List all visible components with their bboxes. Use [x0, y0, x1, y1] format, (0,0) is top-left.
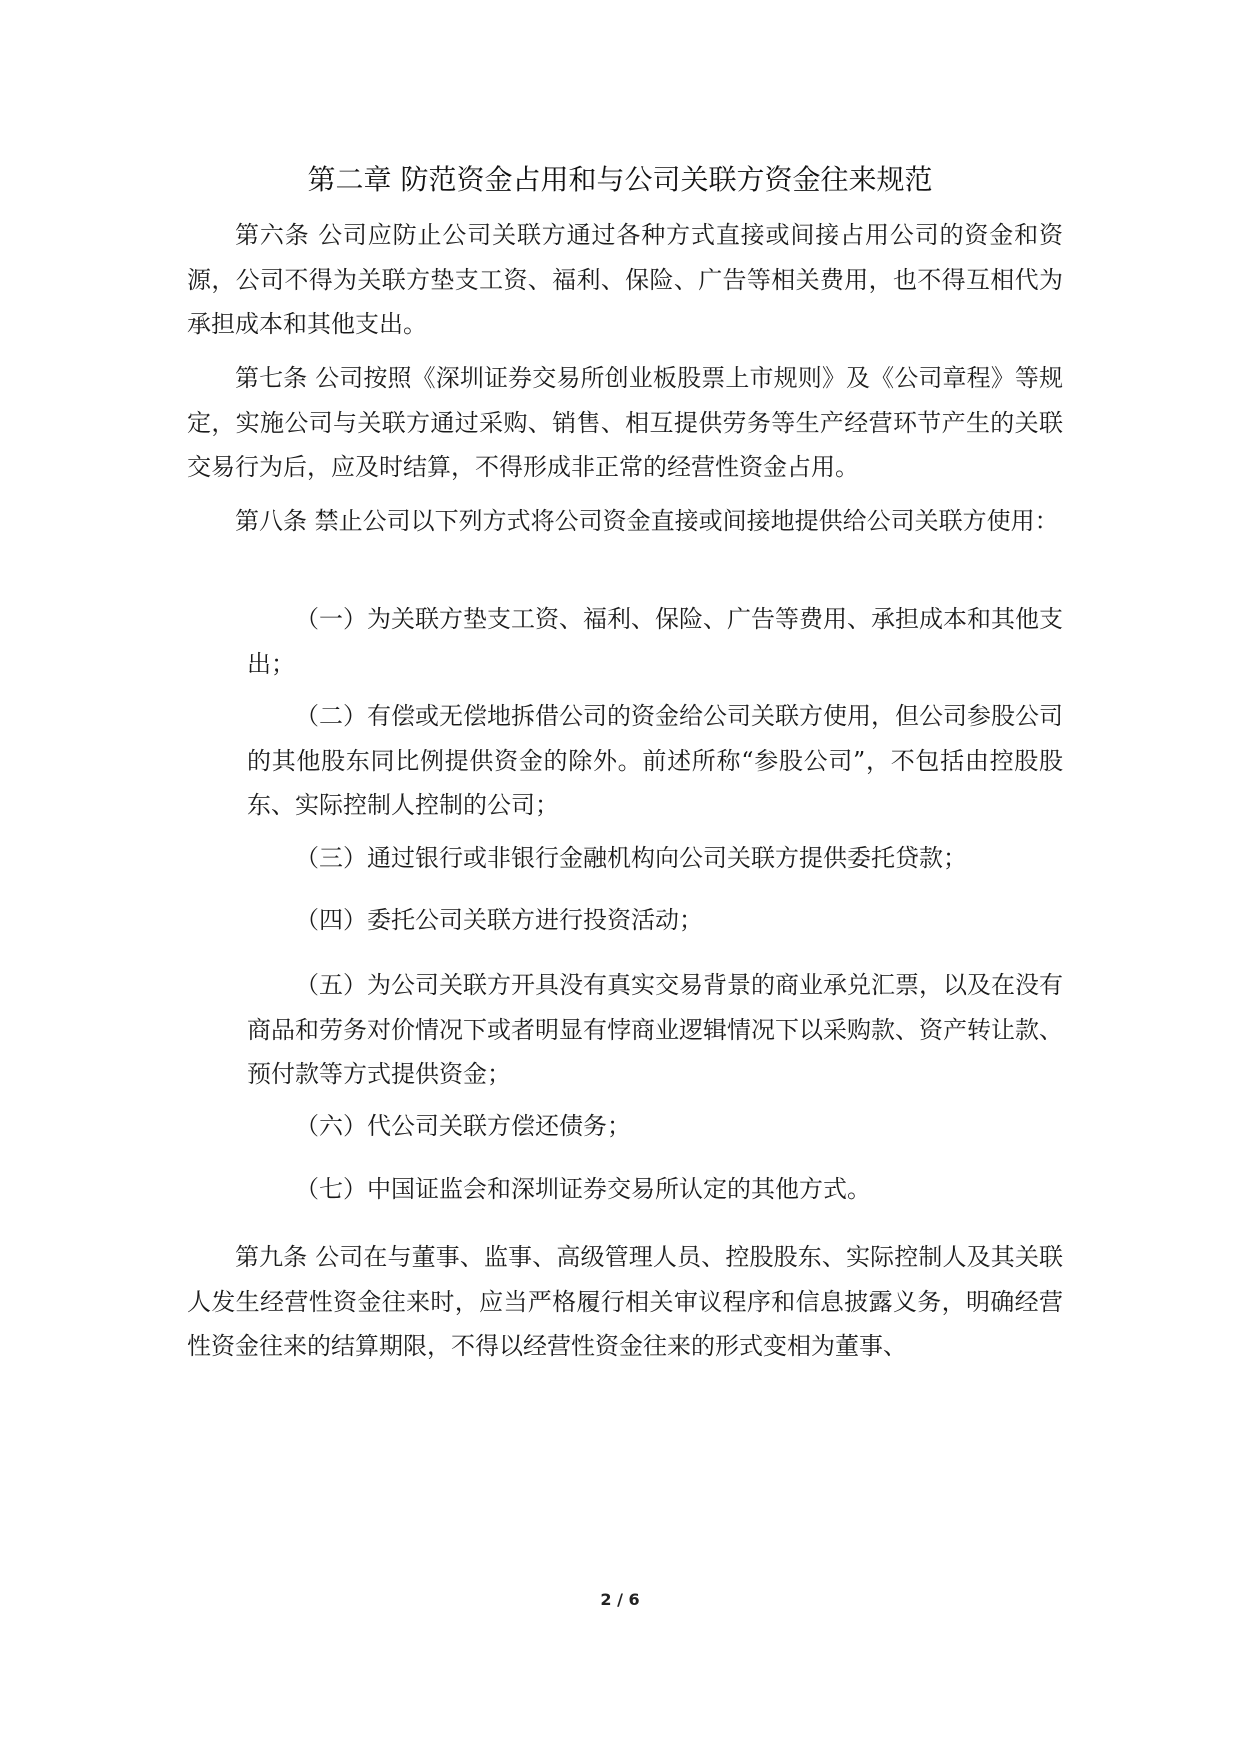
list-item-6: （六）代公司关联方偿还债务； [295, 1112, 631, 1140]
list-item-2: （二）有偿或无偿地拆借公司的资金给公司关联方使用，但公司参股公司的其他股东同比例提供资金的除外。前述所称“参股公司”，不包括由控股股东、实际控制人控制的公司； [247, 702, 1063, 819]
article-9: 第九条 公司在与董事、监事、高级管理人员、控股股东、实际控制人及其关联人发生经营性资金往来时，应当严格履行相关审议程序和信息披露义务，明确经营性资金往来的结算期限，不得以经营性资金往来的形式变相为董事、 [187, 1243, 1063, 1360]
article-7: 第七条 公司按照《深圳证券交易所创业板股票上市规则》及《公司章程》等规定，实施公司与关联方通过采购、销售、相互提供劳务等生产经营环节产生的关联交易行为后，应及时结算，不得形成非正常的经营性资金占用。 [187, 364, 1063, 481]
article-8: 第八条 禁止公司以下列方式将公司资金直接或间接地提供给公司关联方使用： [235, 507, 1059, 535]
list-item-3: （三）通过银行或非银行金融机构向公司关联方提供委托贷款； [295, 844, 967, 872]
page-number: 2 / 6 [600, 1590, 640, 1609]
article-6: 第六条 公司应防止公司关联方通过各种方式直接或间接占用公司的资金和资源，公司不得为关联方垫支工资、福利、保险、广告等相关费用，也不得互相代为承担成本和其他支出。 [187, 221, 1063, 338]
list-item-1: （一）为关联方垫支工资、福利、保险、广告等费用、承担成本和其他支出； [247, 605, 1063, 678]
list-item-7: （七）中国证监会和深圳证券交易所认定的其他方式。 [295, 1175, 871, 1203]
chapter-title: 第二章 防范资金占用和与公司关联方资金往来规范 [307, 163, 933, 196]
list-item-4: （四）委托公司关联方进行投资活动； [295, 906, 703, 934]
list-item-5: （五）为公司关联方开具没有真实交易背景的商业承兑汇票，以及在没有商品和劳务对价情况下或者明显有悖商业逻辑情况下以采购款、资产转让款、预付款等方式提供资金； [247, 971, 1063, 1088]
